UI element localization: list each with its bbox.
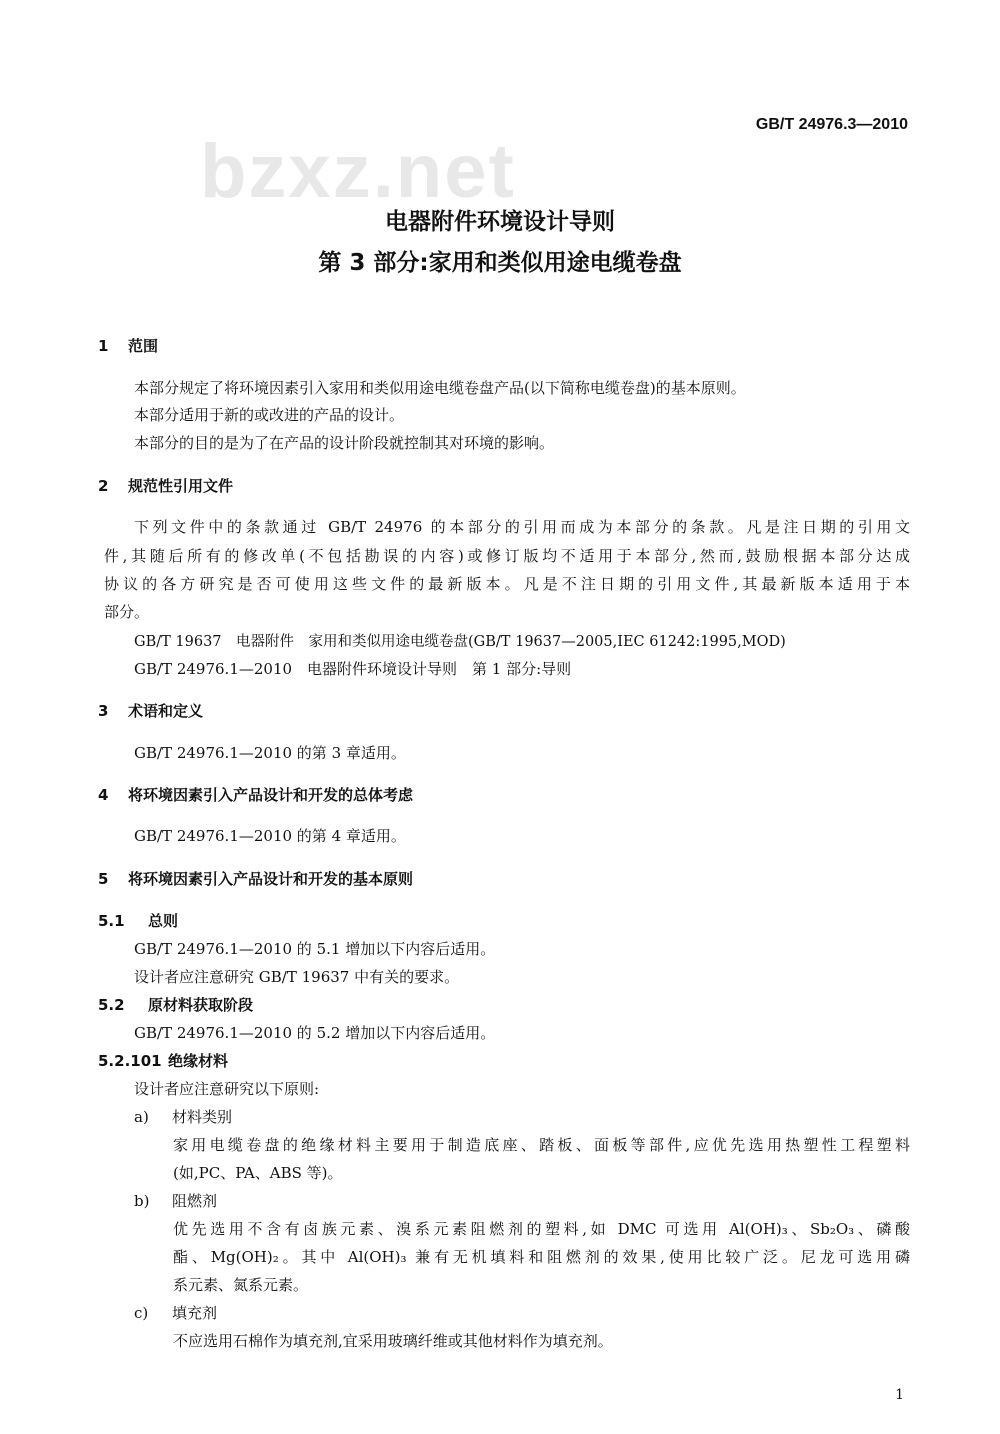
paragraph-line: 件,其随后所有的修改单(不包括勘误的内容)或修订版均不适用于本部分,然而,鼓励根据本部分达成 — [104, 547, 910, 565]
section-title: 规范性引用文件 — [128, 477, 234, 495]
paragraph: 本部分的目的是为了在产品的设计阶段就控制其对环境的影响。 — [134, 434, 555, 452]
document-title: 电器附件环境设计导则 — [385, 209, 615, 235]
paragraph-line: 部分。 — [104, 603, 150, 621]
paragraph: GB/T 24976.1—2010 的 5.1 增加以下内容后适用。 — [134, 940, 496, 958]
paragraph: GB/T 24976.1—2010 的第 4 章适用。 — [134, 827, 406, 845]
section-number: 3 — [98, 702, 109, 720]
list-item-text: 系元素、氮系元素。 — [173, 1276, 309, 1294]
section-title: 将环境因素引入产品设计和开发的基本原则 — [128, 870, 414, 888]
list-label: a) — [134, 1108, 149, 1126]
paragraph: GB/T 24976.1—2010 的第 3 章适用。 — [134, 744, 406, 762]
list-item-heading — [134, 1190, 217, 1211]
paragraph-line: 协议的各方研究是否可使用这些文件的最新版本。凡是不注日期的引用文件,其最新版本适用于本 — [104, 575, 910, 593]
subsection-number: 5.2.101 — [98, 1052, 162, 1070]
list-title: 阻燃剂 — [172, 1192, 218, 1210]
section-number: 1 — [98, 337, 109, 355]
section-title: 术语和定义 — [128, 702, 204, 720]
paragraph: 设计者应注意研究 GB/T 19637 中有关的要求。 — [134, 968, 460, 986]
list-item-text: 酯、Mg(OH)₂。其中 Al(OH)₃ 兼有无机填料和阻燃剂的效果,使用比较广泛。尼龙可选用磷 — [173, 1248, 910, 1266]
subsection-title: 原材料获取阶段 — [148, 996, 254, 1014]
list-item-heading — [134, 1302, 217, 1323]
list-item-text: (如,PC、PA、ABS 等)。 — [173, 1164, 343, 1182]
subsection-number: 5.1 — [98, 912, 125, 930]
list-item-heading — [134, 1106, 232, 1127]
section-heading — [98, 868, 413, 889]
paragraph: 本部分规定了将环境因素引入家用和类似用途电缆卷盘产品(以下简称电缆卷盘)的基本原则。 — [134, 379, 746, 397]
document-subtitle: 第 3 部分:家用和类似用途电缆卷盘 — [318, 250, 682, 276]
subsection-title: 总则 — [148, 912, 179, 930]
subsection-heading — [98, 1050, 228, 1071]
subsection-title: 绝缘材料 — [168, 1052, 229, 1070]
standard-number: GB/T 24976.3—2010 — [755, 116, 908, 133]
subsection-number: 5.2 — [98, 996, 125, 1014]
list-title: 材料类别 — [172, 1108, 233, 1126]
list-item-text: 不应选用石棉作为填充剂,宜采用玻璃纤维或其他材料作为填充剂。 — [173, 1332, 613, 1350]
paragraph: 本部分适用于新的或改进的产品的设计。 — [134, 406, 405, 424]
list-label: c) — [134, 1304, 149, 1322]
section-heading — [98, 784, 413, 805]
reference-item: GB/T 19637 电器附件 家用和类似用途电缆卷盘(GB/T 19637—2005,IEC 61242:1995,MOD) — [134, 634, 786, 650]
list-item-text: 家用电缆卷盘的绝缘材料主要用于制造底座、踏板、面板等部件,应优先选用热塑性工程塑料 — [173, 1136, 910, 1154]
reference-item: GB/T 24976.1—2010 电器附件环境设计导则 第 1 部分:导则 — [134, 660, 572, 678]
list-item-text: 优先选用不含有卤族元素、溴系元素阻燃剂的塑料,如 DMC 可选用 Al(OH)₃、Sb₂O₃、磷酸 — [173, 1220, 910, 1238]
watermark: bzxz.net — [200, 129, 516, 214]
subsection-heading — [98, 910, 178, 931]
section-heading — [98, 700, 203, 721]
section-title: 范围 — [128, 337, 159, 355]
section-heading — [98, 335, 158, 356]
paragraph: 设计者应注意研究以下原则: — [134, 1080, 320, 1098]
section-heading — [98, 475, 233, 496]
page-number: 1 — [895, 1387, 904, 1403]
subsection-heading — [98, 994, 253, 1015]
section-number: 4 — [98, 786, 109, 804]
section-number: 5 — [98, 870, 109, 888]
paragraph-line: 下列文件中的条款通过 GB/T 24976 的本部分的引用而成为本部分的条款。凡是注日期的引用文 — [134, 518, 910, 536]
section-title: 将环境因素引入产品设计和开发的总体考虑 — [128, 786, 414, 804]
list-title: 填充剂 — [172, 1304, 218, 1322]
paragraph: GB/T 24976.1—2010 的 5.2 增加以下内容后适用。 — [134, 1024, 496, 1042]
section-number: 2 — [98, 477, 109, 495]
list-label: b) — [134, 1192, 150, 1210]
